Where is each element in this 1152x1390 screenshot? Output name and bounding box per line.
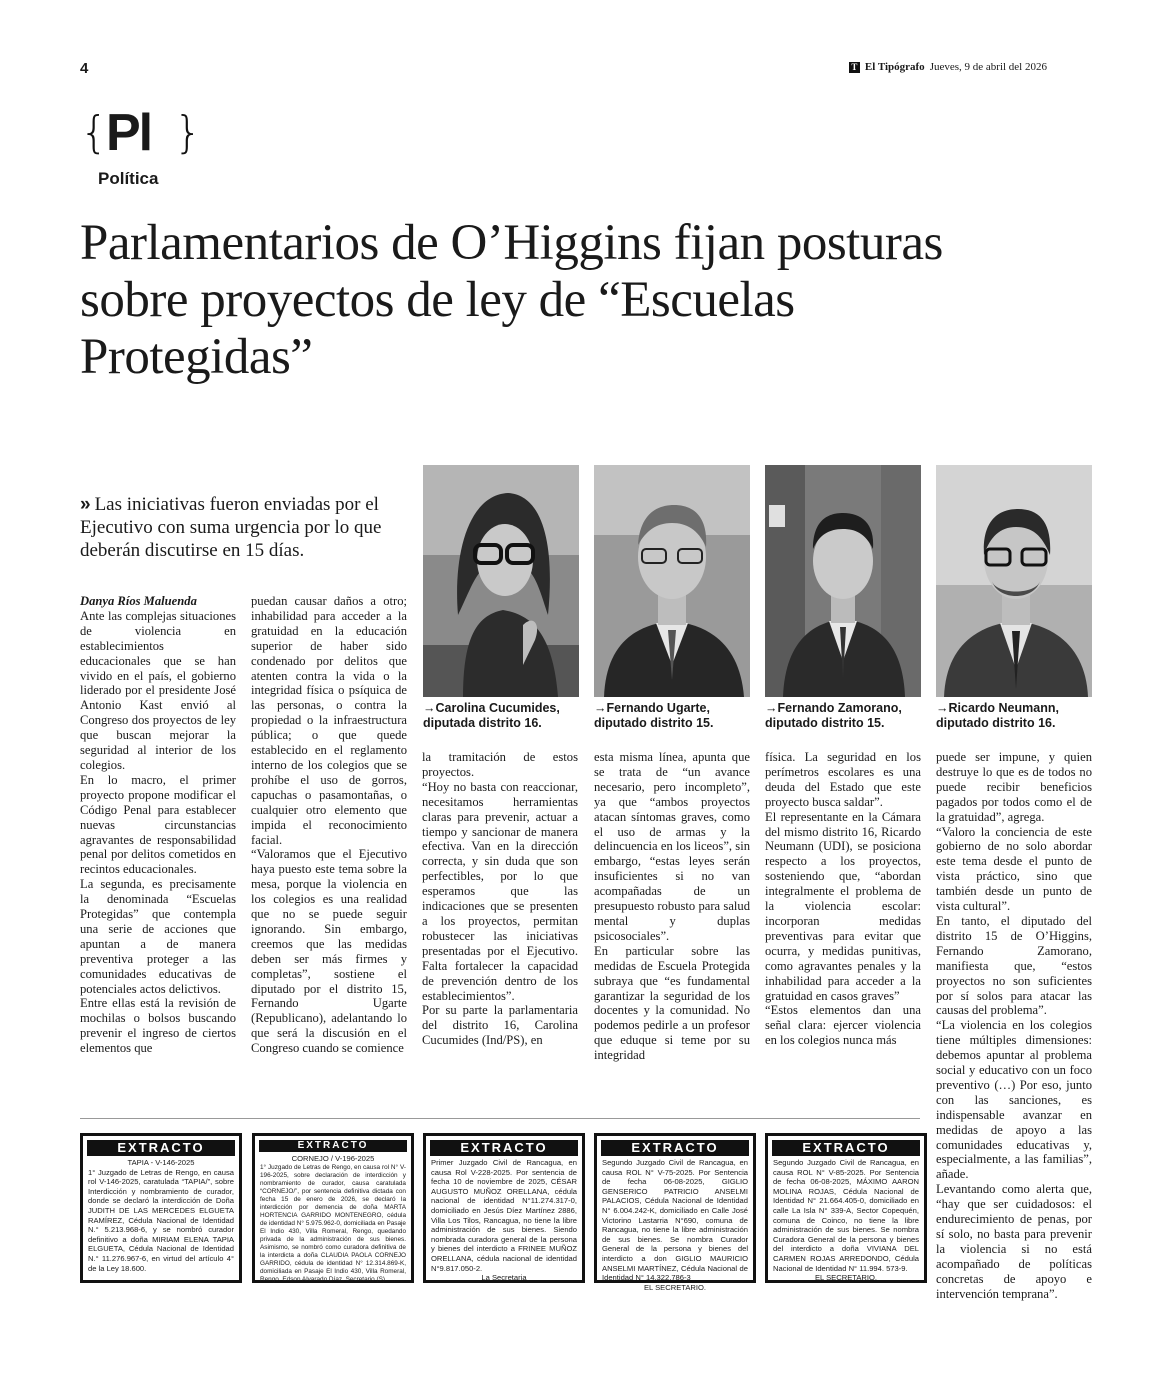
publication-name: El Tipógrafo (864, 61, 925, 73)
notice-body: 1° Juzgado de Letras de Rengo, en causa rol V-146-2025, caratulada “TAPIA/”, sobre Interdicción y nombramiento de curador, donde se declaró la interdicción de Doña JUDITH DE LAS MERCEDES ELGUETA RAMÍREZ, Cédula Nacional de Identidad N.° 5.213.968-6, y se nombró curador definitivo a doña MIRIAM ELENA TAPIA ELGUETA, Cédula Nacional de Identidad N.° 11.276.967-6, en virtud del artículo 4° de la Ley 18.600. (88, 1167, 234, 1273)
section-mark (80, 105, 200, 190)
notice-signature: EL SECRETARIO. (643, 1282, 707, 1292)
notice-signature: EL SECRETARIO. (814, 1273, 878, 1283)
paragraph: puedan causar daños a otro; inhabilidad para acceder a la gratuidad en la educación superior de haber sido condenado por delitos que atenten contra la vida o la integridad física o psíquica de las personas, o contra la propiedad o la infraestructura pública; o que quede establecido en el reglamento interno de los colegios que se prohíbe el uso de gorros, capuchas o pasamontañas, o cualquier otro elemento que impida el reconocimiento facial. (251, 594, 407, 847)
notice-body: 1° Juzgado de Letras de Rengo, en causa rol N° V-196-2025, sobre declaración de interdicción y nombramiento de curador, causa caratulada “CORNEJO/”, por sentencia definitiva dictada con fecha 15 de enero de 2026, se declaró la interdicción por demencia de doña MARTA HORTENCIA GARRIDO MONTENEGRO, cédula de identidad N° 5.975.962-0, domiciliada en Pasaje El Indio 430, Villa Romeral, Rengo, quedando privada de la administración de sus bienes. Asimismo, se nombró como curadora definitiva de la interdicta a doña CLAUDIA PAOLA CORNEJO GARRIDO, cédula de identidad N° 12.314.869-K, domiciliada en Pasaje El Indio 430, Villa Romeral, Rengo. Edson Alvarado Díaz, Secretario (S). (260, 1163, 406, 1283)
paragraph: En lo macro, el primer proyecto propone modificar el Código Penal para establecer nuevas circunstancias agravantes de responsabilidad penal por delitos cometidos en recintos educacionales. (80, 772, 236, 877)
lead-marker: » (80, 494, 91, 515)
photo-caption-neumann (936, 701, 1096, 731)
article-column-4 (594, 750, 750, 1063)
caption-name: →Ricardo Neumann, (936, 701, 1059, 715)
caption-role: diputado distrito 15. (765, 716, 885, 730)
section-divider (80, 1118, 920, 1119)
legal-notice-1 (80, 1133, 242, 1283)
paragraph: puede ser impune, y quien destruye lo que es de todos no puede recibir beneficios pagados por todos como el de la gratuidad”, agrega. (936, 750, 1092, 824)
paragraph: la tramitación de estos proyectos. (422, 750, 578, 779)
caption-role: diputada distrito 16. (423, 716, 542, 730)
legal-notice-3 (423, 1133, 585, 1283)
legal-notice-2 (252, 1133, 414, 1283)
paragraph: “Valoro la conciencia de este gobierno de no solo abordar este tema desde el punto de vista práctico, sino que también desde un punto de vista cultural”. (936, 824, 1092, 914)
photo-caption-carolina (423, 701, 583, 731)
paragraph: “Hoy no basta con reaccionar, necesitamos herramientas claras para prevenir, actuar a tiempo y sancionar de manera efectiva. Van en la dirección correcta, y sin duda que son perfectibles, por lo que esperamos que las indicaciones que se presenten a los proyectos, permitan robustecer las iniciativas presentadas por el Ejecutivo. Falta fortalecer la capacidad de prevención dentro de los establecimientos”. (422, 779, 578, 1003)
legal-notice-5 (765, 1133, 927, 1283)
paragraph: Entre ellas está la revisión de mochilas o bolsos buscando prevenir el ingreso de ciertos elementos que (80, 996, 236, 1056)
article-column-6 (936, 750, 1092, 1302)
caption-role: diputado distrito 15. (594, 716, 714, 730)
issue-date: Jueves, 9 de abril del 2026 (929, 61, 1047, 73)
article-column-3 (422, 750, 578, 1048)
paragraph: En particular sobre las medidas de Escuela Protegida subraya que “es fundamental garantizar la seguridad de los docentes y la comunidad. No podemos pedirle a un profesor que eduque si teme por su integridad (594, 943, 750, 1063)
notice-title: EXTRACTO (259, 1140, 407, 1152)
brace-left: { (80, 107, 108, 158)
article-column-1 (80, 594, 236, 1056)
article-column-2 (251, 594, 407, 1056)
notice-case: CORNEJO / V-196-2025 (291, 1154, 375, 1163)
section-label: Política (98, 169, 159, 188)
paragraph: Por su parte la parlamentaria del distrito 16, Carolina Cucumides (Ind/PS), en (422, 1003, 578, 1048)
paragraph: Levantando como alerta que, “hay que ser cuidadosos: el endurecimiento de penas, por sí solo, no basta para prevenir la violencia si no está acompañado de políticas concretas de apoyo e intervención temprana”. (936, 1182, 1092, 1301)
paragraph: esta misma línea, apunta que se trata de “un avance necesario, pero incompleto”, ya que “ambos proyectos atacan síntomas graves, como el uso de armas y la delincuencia en los liceos”, sin embargo, “estas leyes serán insuficientes si no van acompañadas de un presupuesto robusto para salud mental y duplas psicosociales”. (594, 750, 750, 943)
paragraph: “Valoramos que el Ejecutivo haya puesto este tema sobre la mesa, porque la violencia en los colegios es una realidad que no se puede seguir ignorando. Sin embargo, creemos que las medidas deben ser más firmes y completas”, sostiene el diputado por el distrito 15, Fernando Ugarte (Republicano), adelantando lo que será la discusión en el Congreso cuando se comience (251, 847, 407, 1056)
paragraph: física. La seguridad en los perímetros escolares es una deuda del Estado que este proyecto busca saldar”. (765, 750, 921, 809)
section-abbr: Pl (106, 104, 152, 162)
legal-notice-4 (594, 1133, 756, 1292)
photo-fernando-zamorano (765, 465, 921, 697)
notice-body: Segundo Juzgado Civil de Rancagua, en causa ROL N° V-85-2025. Por Sentencia de fecha 06-08-2025, MÁXIMO AARON MOLINA ROJAS, Cédula Nacional de Identidad N° 21.664.405-0, domiciliado en calle La Isla N° 339-A, Sector Copequén, comuna de Coinco, no tiene la libre administración de sus bienes. Se nombra Curadora General de la persona y bienes del interdicto a doña VIVIANA DEL CARMEN ROJAS ARREDONDO, Cédula Nacional de Identidad N° 11.994. 573-9. (773, 1158, 919, 1273)
article-column-5 (765, 750, 921, 1048)
paragraph: En tanto, el diputado del distrito 15 de O’Higgins, Fernando Zamorano, manifiesta que, “estos proyectos no son suficientes por sí solos para atacar las causas del problema”. (936, 913, 1092, 1018)
brace-right: } (174, 107, 202, 158)
caption-name: →Carolina Cucumides, (423, 701, 560, 715)
photo-ricardo-neumann (936, 465, 1092, 697)
notice-body: Primer Juzgado Civil de Rancagua, en causa Rol V-228-2025. Por sentencia de fecha 10 de noviembre de 2025, CÉSAR AUGUSTO MUÑOZ ORELLANA, cédula nacional de identidad N°11.274.317-0, domiciliado en Jesús Díez Martínez 2886, Villa Los Tilos, Rancagua, no tiene la libre administración de sus bienes. Siendo nombrada curadora general de la persona y bienes del interdicto a FRINEE MUÑOZ ORELLANA, cédula nacional de identidad N°9.817.050-2. (431, 1158, 577, 1273)
caption-name: →Fernando Ugarte, (594, 701, 710, 715)
masthead (849, 61, 1047, 73)
publication-logo-icon: T (849, 62, 860, 73)
photo-caption-ugarte (594, 701, 754, 731)
notice-signature: La Secretaria (481, 1273, 527, 1283)
paragraph: “Estos elementos dan una señal clara: ejercer violencia en los colegios nunca más (765, 1003, 921, 1048)
notice-title: EXTRACTO (87, 1140, 235, 1156)
notice-body: Segundo Juzgado Civil de Rancagua, en causa ROL N° V-75-2025. Por Sentencia de fecha 06-08-2025, GIGLIO GENSERICO PATRICIO ANSELMI PALACIOS, Cédula Nacional de Identidad N° 6.004.242-K, domiciliado en Calle José Victorino Lastarria N°690, comuna de Rancagua, no tiene la libre administración de sus bienes. Se nombra Curador General de la persona y bienes del interdicto a don GIGLIO MAURICIO ANSELMI MARTÍNEZ, Cédula Nacional de Identidad N° 14.322.786-3 (602, 1158, 748, 1283)
photo-fernando-ugarte (594, 465, 750, 697)
paragraph: “La violencia en los colegios tiene múltiples dimensiones: debemos apuntar al problema social y educativo con un foco preventivo (…) Por eso, junto con las sanciones, es indispensable avanzar en medidas de apoyo a las comunidades educativas y, especialmente, a las familias”, añade. (936, 1018, 1092, 1182)
notice-case: TAPIA - V-146-2025 (127, 1158, 195, 1167)
photo-carolina-cucumides (423, 465, 579, 697)
caption-name: →Fernando Zamorano, (765, 701, 902, 715)
paragraph: Ante las complejas situaciones de violencia en establecimientos educacionales que se han vivido en el país, el gobierno liderado por el presidente José Antonio Kast envió al Congreso dos proyectos de ley que buscan mejorar la seguridad al interior de los colegios. (80, 608, 236, 772)
lead (80, 493, 410, 562)
photo-caption-zamorano (765, 701, 925, 731)
byline: Danya Ríos Maluenda (80, 594, 197, 608)
paragraph: El representante en la Cámara del mismo distrito 16, Ricardo Neumann (UDI), se posiciona respecto a los proyectos, sosteniendo que, “abordan integralmente el problema de la violencia escolar: incorporan medidas preventivas para evitar que ocurra, y medidas punitivas, como agravantes penales y la inhabilidad para acceder a la gratuidad en casos graves” (765, 809, 921, 1003)
paragraph: La segunda, es precisamente la denominada “Escuelas Protegidas” que contempla una serie de acciones que apuntan a de manera preventiva proteger a las comunidades educativas de potenciales actos delictivos. (80, 877, 236, 996)
page-number: 4 (80, 60, 89, 77)
notice-title: EXTRACTO (772, 1140, 920, 1156)
lead-text: Las iniciativas fueron enviadas por el Ejecutivo con suma urgencia por lo que deberán discutirse en 15 días. (80, 494, 382, 561)
headline: Parlamentarios de O’Higgins fijan posturas sobre proyectos de ley de “Escuelas Protegidas” (80, 215, 943, 385)
notice-title: EXTRACTO (601, 1140, 749, 1156)
caption-role: diputado distrito 16. (936, 716, 1056, 730)
notice-title: EXTRACTO (430, 1140, 578, 1156)
